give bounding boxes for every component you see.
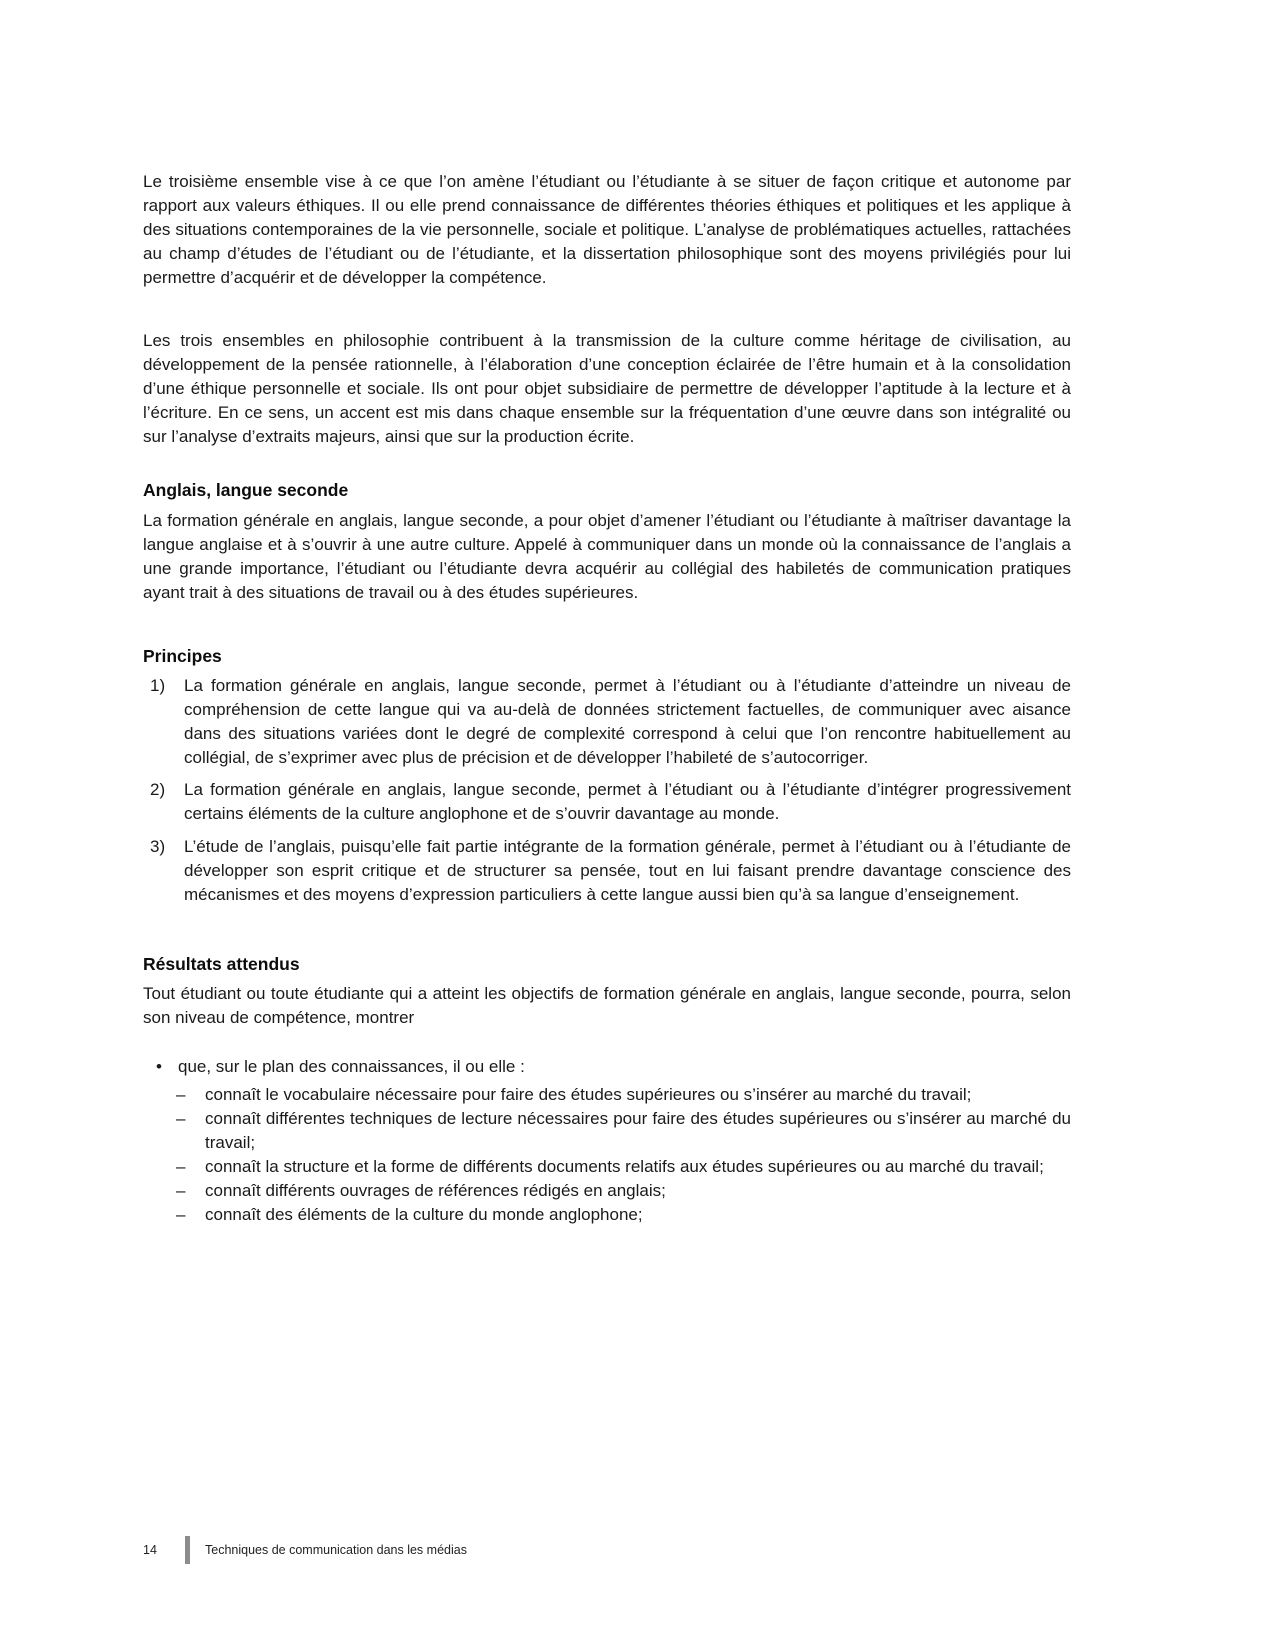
numbered-item-marker: 3) xyxy=(150,837,166,856)
dash-marker: – xyxy=(176,1085,186,1104)
paragraph-philosophie-troisieme-ensemble: Le troisième ensemble vise à ce que l’on amène l’étudiant ou l’étudiante à se situer de façon critique et autonome par rapport aux valeurs éthiques. Il ou elle prend connaissance de différentes théories éthiques et politiques et les applique à des situations contemporaines de la vie personnelle, sociale et politique. L’analyse de problématiques actuelles, rattachées au champ d’études de l’étudiant ou de l’étudiante, et la dissertation philosophique sont des moyens privilégiés pour lui permettre d’acquérir et de développer la compétence. xyxy=(143,172,1071,287)
page-number: 14 xyxy=(143,1543,157,1557)
dash-item-text: connaît la structure et la forme de différents documents relatifs aux études supérieures ou au marché du travail; xyxy=(205,1157,1044,1176)
dash-marker: – xyxy=(176,1181,186,1200)
dash-list-item xyxy=(143,1155,1071,1179)
numbered-item xyxy=(143,835,1071,907)
page-footer xyxy=(143,1535,467,1565)
dash-item-text: connaît des éléments de la culture du monde anglophone; xyxy=(205,1205,643,1224)
dash-list-item xyxy=(143,1107,1071,1155)
paragraph-anglais-intro: La formation générale en anglais, langue seconde, a pour objet d’amener l’étudiant ou l’étudiante à maîtriser davantage la langue anglaise et à s’ouvrir à une autre culture. Appelé à communiquer dans un monde où la connaissance de l’anglais a une grande importance, l’étudiant ou l’étudiante devra acquérir au collégial des habiletés de communication pratiques ayant trait à des situations de travail ou à des études supérieures. xyxy=(143,511,1071,602)
bullet-item-text: que, sur le plan des connaissances, il ou elle : xyxy=(178,1057,525,1076)
dash-list-item xyxy=(143,1179,1071,1203)
heading-resultats-attendus: Résultats attendus xyxy=(143,954,300,974)
numbered-item-marker: 2) xyxy=(150,780,166,799)
dash-marker: – xyxy=(176,1205,186,1224)
heading-anglais-langue-seconde: Anglais, langue seconde xyxy=(143,480,349,500)
numbered-item xyxy=(143,778,1071,826)
numbered-item-marker: 1) xyxy=(150,676,166,695)
numbered-item-text: La formation générale en anglais, langue seconde, permet à l’étudiant ou à l’étudiante d’intégrer progressivement certains éléments de la culture anglophone et de s’ouvrir davantage au monde. xyxy=(184,780,1071,823)
page-content xyxy=(143,170,1071,1227)
footer-divider xyxy=(185,1536,190,1564)
numbered-item-text: La formation générale en anglais, langue seconde, permet à l’étudiant ou à l’étudiante d’atteindre un niveau de compréhension de cette langue qui va au-delà de données strictement factuelles, de communiquer avec aisance dans des situations variées dont le degré de complexité correspond à celui que l’on rencontre habituellement au collégial, de s’exprimer avec plus de précision et de développer l’habileté de s’autocorriger. xyxy=(184,676,1071,767)
bullet-item xyxy=(143,1055,1071,1079)
footer-running-title: Techniques de communication dans les médias xyxy=(205,1543,467,1557)
dash-item-text: connaît le vocabulaire nécessaire pour faire des études supérieures ou s’insérer au marché du travail; xyxy=(205,1085,972,1104)
numbered-item-text: L’étude de l’anglais, puisqu’elle fait partie intégrante de la formation générale, permet à l’étudiant ou à l’étudiante de développer son esprit critique et de structurer sa pensée, tout en lui faisant prendre davantage conscience des mécanismes et des moyens d’expression particuliers à cette langue aussi bien qu’à sa langue d’enseignement. xyxy=(184,837,1071,904)
bullet-marker: • xyxy=(156,1057,162,1076)
heading-principes: Principes xyxy=(143,646,222,666)
paragraph-resultats-intro: Tout étudiant ou toute étudiante qui a atteint les objectifs de formation générale en anglais, langue seconde, pourra, selon son niveau de compétence, montrer xyxy=(143,984,1071,1027)
dash-list-item xyxy=(143,1083,1071,1107)
numbered-item xyxy=(143,674,1071,770)
paragraph-philosophie-trois-ensembles: Les trois ensembles en philosophie contribuent à la transmission de la culture comme héritage de civilisation, au développement de la pensée rationnelle, à l’élaboration d’une conception éclairée de l’être humain et à la consolidation d’une éthique personnelle et sociale. Ils ont pour objet subsidiaire de permettre de développer l’aptitude à la lecture et à l’écriture. En ce sens, un accent est mis dans chaque ensemble sur la fréquentation d’une œuvre dans son intégralité ou sur l’analyse d’extraits majeurs, ainsi que sur la production écrite. xyxy=(143,331,1071,446)
dash-marker: – xyxy=(176,1157,186,1176)
dash-item-text: connaît différents ouvrages de références rédigés en anglais; xyxy=(205,1181,666,1200)
dash-list-item xyxy=(143,1203,1071,1227)
dash-marker: – xyxy=(176,1109,186,1128)
dash-item-text: connaît différentes techniques de lecture nécessaires pour faire des études supérieures ou s’insérer au marché du travail; xyxy=(205,1109,1071,1152)
